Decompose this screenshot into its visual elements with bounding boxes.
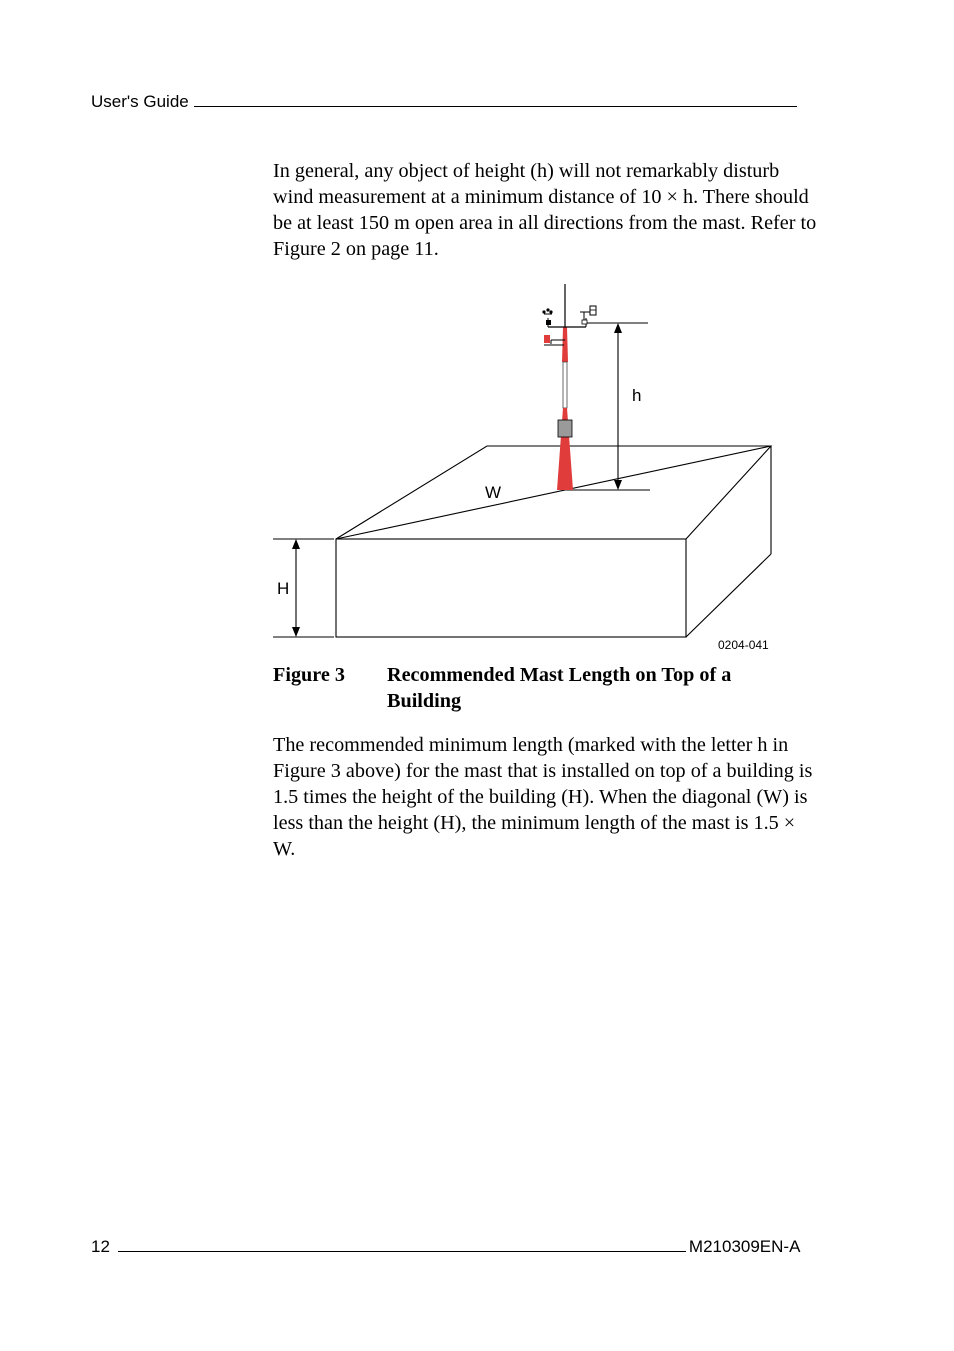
building-front-face (336, 539, 686, 637)
building-bottom-edge (686, 554, 771, 637)
wind-sensor-icon (542, 308, 552, 325)
figure-mast-building (268, 282, 783, 657)
figure-code: 0204-041 (718, 638, 769, 652)
figure-title: Recommended Mast Length on Top of a Building (387, 664, 732, 712)
footer-rule (118, 1236, 686, 1252)
label-w: W (485, 483, 502, 502)
page-number: 12 (91, 1237, 110, 1256)
red-sensor-icon (544, 335, 565, 345)
figure-number: Figure 3 (273, 664, 345, 686)
recommendation-paragraph: The recommended minimum length (marked with the letter h in Figure 3 above) for the mast that is installed on top of a building is 1.5 times the height of the building (H). When the diagonal (W) is less than the height (H), the minimum length of the mast is 1.5 × W. (273, 734, 813, 860)
diagonal-w-line (336, 446, 771, 539)
label-H: H (277, 579, 290, 598)
page-header (91, 91, 797, 113)
dimension-arrows (292, 323, 622, 637)
mast-white-section (563, 362, 567, 408)
header-rule (194, 91, 797, 107)
page-footer (91, 1236, 800, 1258)
header-title: User's Guide (91, 92, 189, 111)
label-h: h (632, 386, 642, 405)
intro-paragraph: In general, any object of height (h) will not remarkably disturb wind measurement at a minimum distance of 10 × h. There should be at least 150 m open area in all directions from the mast. Refer to Figure 2 on page 11. (273, 160, 817, 260)
mast-enclosure-box (558, 420, 572, 437)
mast-diagram (268, 282, 783, 657)
mast (542, 284, 596, 490)
wind-vane-icon (580, 306, 596, 324)
document-id: M210309EN-A (688, 1237, 801, 1256)
